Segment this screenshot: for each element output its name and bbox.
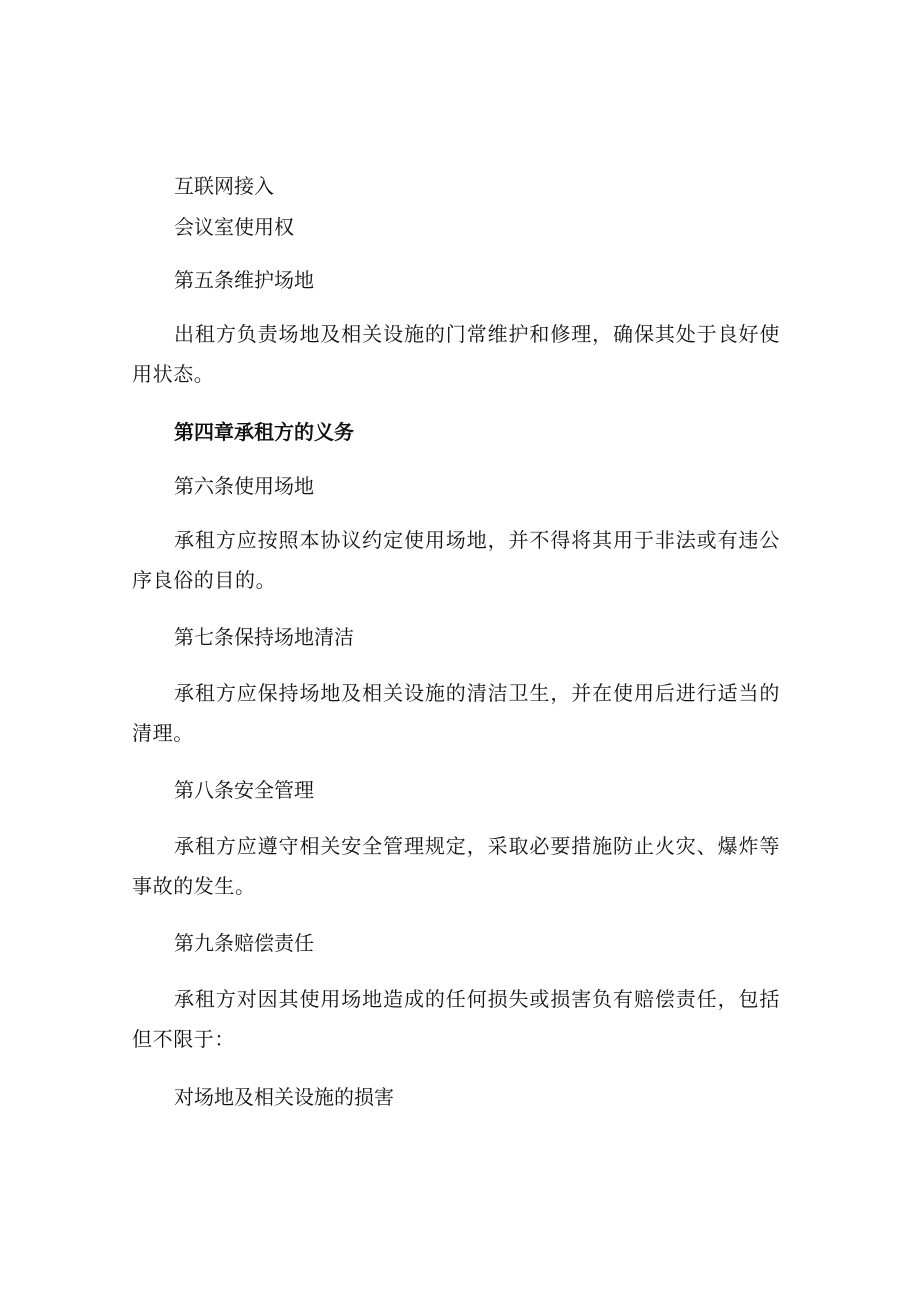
article-8-title: 第八条安全管理 (174, 778, 314, 802)
list-item-damage: 对场地及相关设施的损害 (174, 1085, 394, 1109)
article-9-text: 承租方对因其使用场地造成的任何损失或损害负有赔偿责任，包括但不限于： (132, 987, 780, 1051)
article-5-text: 出租方负责场地及相关设施的门常维护和修理，确保其处于良好使用状态。 (132, 322, 780, 386)
article-6-title: 第六条使用场地 (174, 474, 314, 498)
article-7-title: 第七条保持场地清洁 (174, 625, 354, 649)
article-7-text: 承租方应保持场地及相关设施的清洁卫生，并在使用后进行适当的清理。 (132, 681, 780, 745)
article-5-title: 第五条维护场地 (174, 268, 314, 292)
article-6-text: 承租方应按照本协议约定使用场地，并不得将其用于非法或有违公序良俗的目的。 (132, 528, 780, 592)
chapter-4-heading: 第四章承租方的义务 (174, 420, 354, 444)
list-item-meeting-room: 会议室使用权 (174, 215, 294, 239)
article-9-title: 第九条赔偿责任 (174, 931, 314, 955)
article-8-text: 承租方应遵守相关安全管理规定，采取必要措施防止火灾、爆炸等事故的发生。 (132, 834, 780, 898)
list-item-internet: 互联网接入 (174, 174, 274, 198)
